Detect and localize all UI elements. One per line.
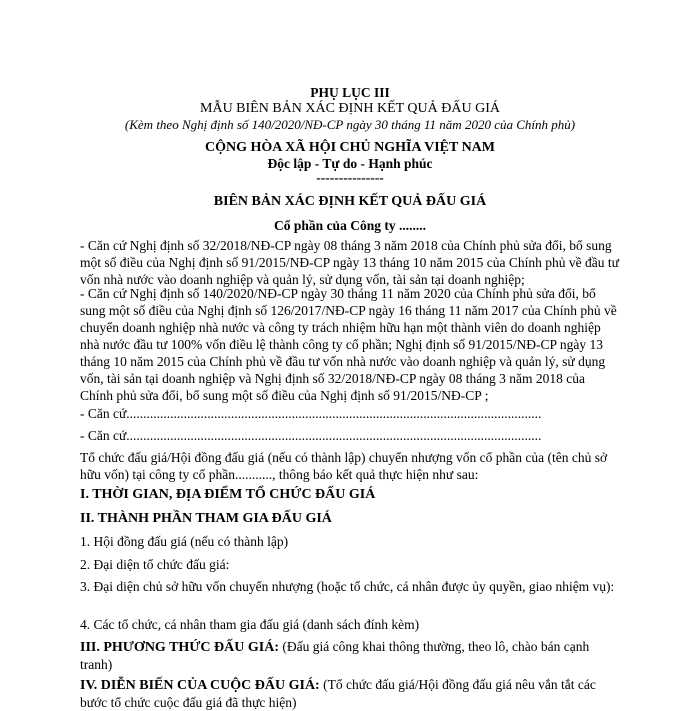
section-progress-text: (Tổ chức đấu giá/Hội đồng đấu giá nêu vắn tắt các bước tổ chức cuộc đấu giá đã thực hiện) [80, 677, 596, 710]
section-method [80, 638, 620, 673]
section-method-heading: III. PHƯƠNG THỨC ĐẤU GIÁ: [80, 640, 279, 655]
section-method-text: (Đấu giá công khai thông thường, theo lô, chào bán cạnh tranh) [80, 639, 590, 672]
legal-basis-4: - Căn cứ........................................................................................................................... [80, 428, 542, 443]
legal-basis-2: - Căn cứ Nghị định số 140/2020/NĐ-CP ngày 30 tháng 11 năm 2020 của Chính phủ sửa đổi, bổ sung một số điều của Nghị định số 126/2017/NĐ-CP ngày 16 tháng 11 năm 2017 của Chính phủ về chuyển doanh nghiệp nhà nước và công ty trách nhiệm hữu hạn một thành viên do doanh nghiệp nhà nước đầu tư 100% vốn điều lệ thành công ty cổ phần; Nghị định số 91/2015/NĐ-CP ngày 13 tháng 10 năm 2015 của Chính phủ về đầu tư vốn nhà nước vào doanh nghiệp và quản lý, sử dụng vốn, tài sản tại doanh nghiệp và Nghị định số 32/2018/NĐ-CP ngày 08 tháng 3 năm 2018 của Chính phủ sửa đổi, bổ sung một số điều của Nghị định số 91/2015/NĐ-CP ; [80, 286, 617, 403]
intro-paragraph: Tổ chức đấu giá/Hội đồng đấu giá (nếu có thành lập) chuyển nhượng vốn cổ phần của (tên chủ sở hữu vốn) tại công ty cổ phần..........., thông báo kết quả thực hiện như sau: [80, 450, 608, 482]
decree-note: (Kèm theo Nghị định số 140/2020/NĐ-CP ngày 30 tháng 11 năm 2020 của Chính phủ) [124, 117, 576, 132]
section-progress [80, 676, 620, 711]
participant-item-owner: 3. Đại diện chủ sở hữu vốn chuyển nhượng (hoặc tổ chức, cá nhân được ủy quyền, giao nhiệm vụ): [80, 579, 615, 594]
national-motto: Độc lập - Tự do - Hạnh phúc [267, 156, 433, 171]
participant-item-organizer: 2. Đại diện tổ chức đấu giá: [80, 557, 230, 572]
document-title: BIÊN BẢN XÁC ĐỊNH KẾT QUẢ ĐẤU GIÁ [213, 194, 487, 209]
header-divider: --------------- [316, 170, 384, 185]
section-time-location: I. THỜI GIAN, ĐỊA ĐIỂM TỔ CHỨC ĐẤU GIÁ [80, 487, 376, 502]
appendix-number: PHỤ LỤC III [310, 85, 390, 100]
legal-basis-3: - Căn cứ........................................................................................................................... [80, 406, 542, 421]
form-title: MẪU BIÊN BẢN XÁC ĐỊNH KẾT QUẢ ĐẤU GIÁ [200, 101, 500, 116]
section-participants: II. THÀNH PHẦN THAM GIA ĐẤU GIÁ [80, 511, 332, 526]
company-line: Cổ phần của Công ty ........ [274, 218, 426, 233]
participant-item-bidders: 4. Các tổ chức, cá nhân tham gia đấu giá (danh sách đính kèm) [80, 617, 420, 632]
participant-item-council: 1. Hội đồng đấu giá (nếu có thành lập) [80, 534, 289, 549]
country-name: CỘNG HÒA XÃ HỘI CHỦ NGHĨA VIỆT NAM [204, 140, 495, 155]
legal-basis-1: - Căn cứ Nghị định số 32/2018/NĐ-CP ngày 08 tháng 3 năm 2018 của Chính phủ sửa đổi, bổ sung một số điều của Nghị định số 91/2015/NĐ-CP ngày 13 tháng 10 năm 2015 của Chính phủ về đầu tư vốn nhà nước vào doanh nghiệp và quản lý, sử dụng vốn, tài sản tại doanh nghiệp; [80, 238, 619, 287]
section-progress-heading: IV. DIỄN BIẾN CỦA CUỘC ĐẤU GIÁ: [80, 678, 320, 693]
